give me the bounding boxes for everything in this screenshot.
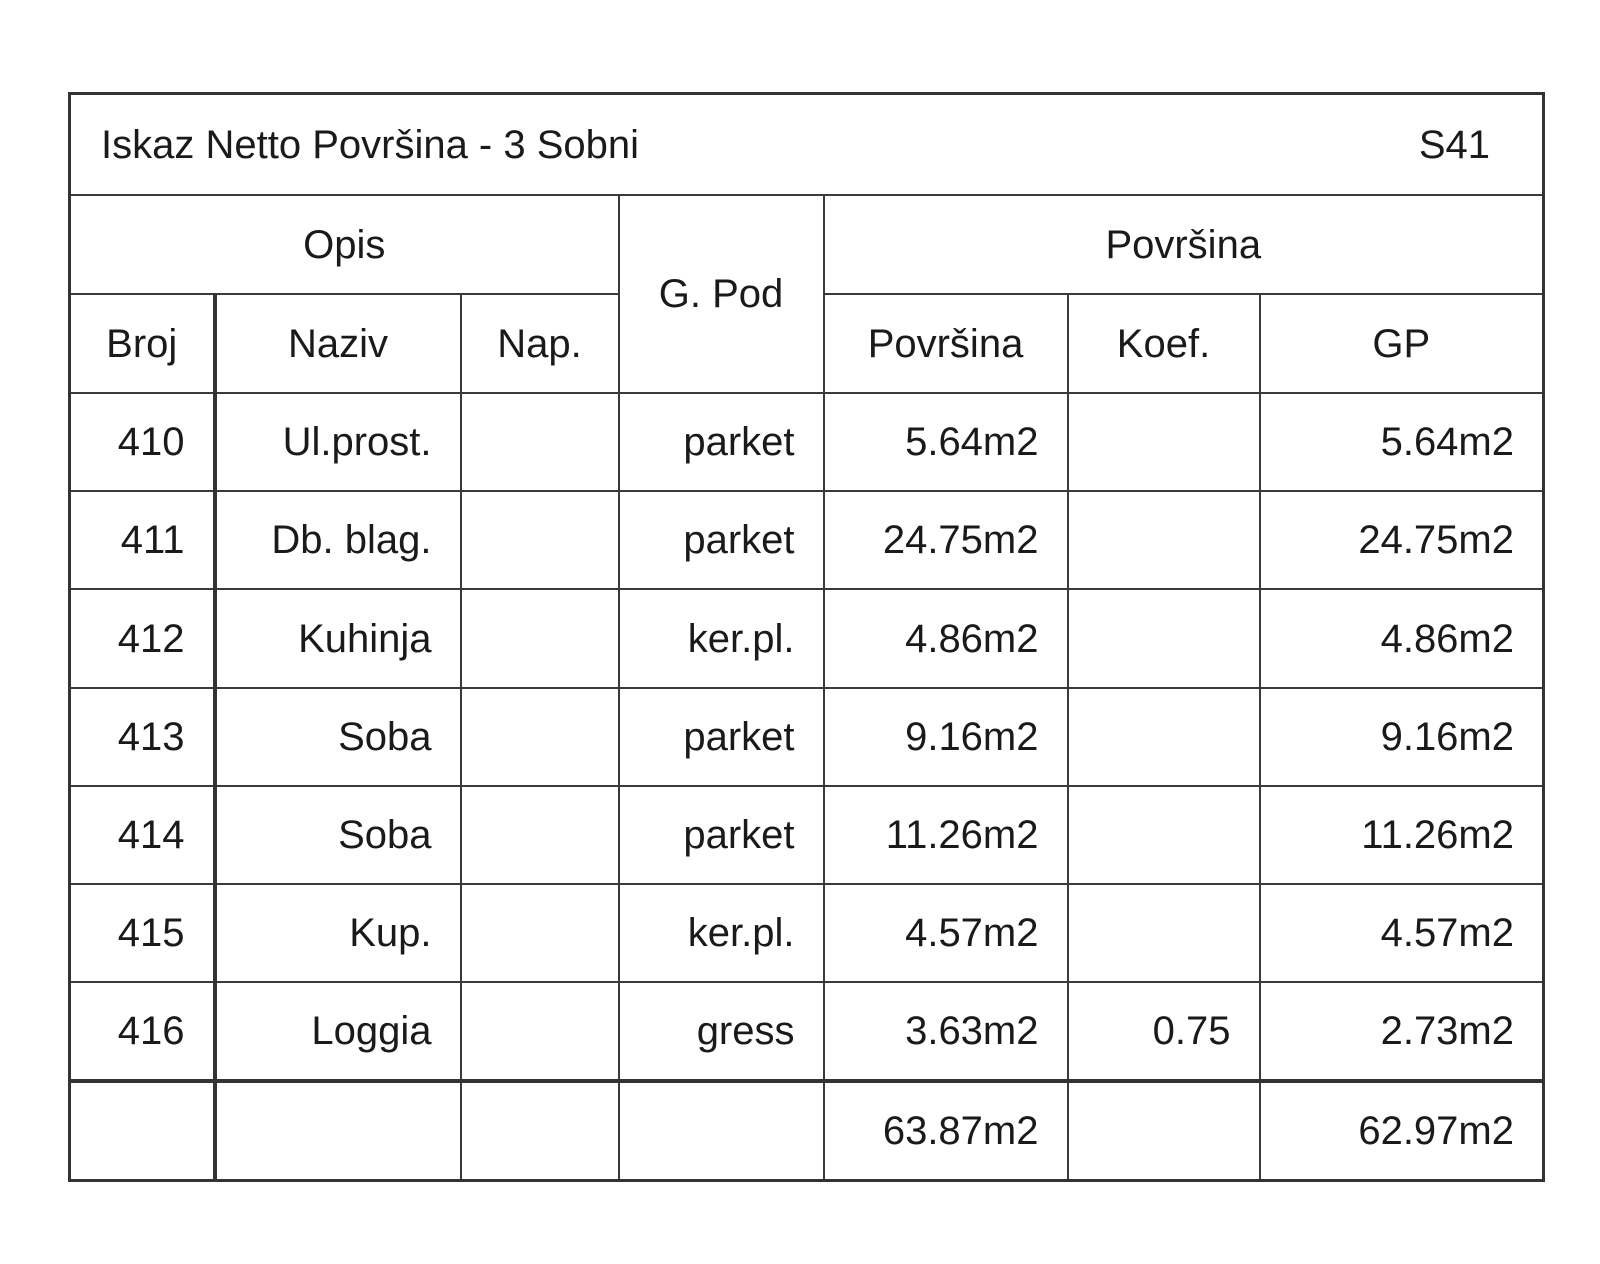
cell-naziv: Kup. xyxy=(215,884,461,982)
cell-povrsina: 3.63m2 xyxy=(824,982,1068,1081)
cell-povrsina: 5.64m2 xyxy=(824,393,1068,491)
cell-naziv: Soba xyxy=(215,688,461,786)
cell-naziv: Soba xyxy=(215,786,461,884)
header-g-pod: G. Pod xyxy=(619,195,824,393)
cell-pod: parket xyxy=(619,491,824,589)
header-povrsina: Površina xyxy=(824,294,1068,393)
cell-naziv: Ul.prost. xyxy=(215,393,461,491)
cell-povrsina: 9.16m2 xyxy=(824,688,1068,786)
cell-broj: 414 xyxy=(70,786,215,884)
header-povrsina-group: Površina xyxy=(824,195,1544,294)
cell-nap xyxy=(461,589,619,687)
title-row xyxy=(70,94,1544,196)
cell-pod: parket xyxy=(619,786,824,884)
cell-koef xyxy=(1068,589,1260,687)
total-gp: 62.97m2 xyxy=(1260,1081,1544,1181)
header-gp: GP xyxy=(1260,294,1544,393)
cell-gp: 2.73m2 xyxy=(1260,982,1544,1081)
cell-naziv: Loggia xyxy=(215,982,461,1081)
table-row xyxy=(70,688,1544,786)
cell-povrsina: 4.86m2 xyxy=(824,589,1068,687)
cell-pod: gress xyxy=(619,982,824,1081)
cell-koef xyxy=(1068,393,1260,491)
cell-gp: 9.16m2 xyxy=(1260,688,1544,786)
cell-povrsina: 11.26m2 xyxy=(824,786,1068,884)
cell-pod: parket xyxy=(619,393,824,491)
cell-pod: parket xyxy=(619,688,824,786)
cell-gp: 4.86m2 xyxy=(1260,589,1544,687)
cell-nap xyxy=(461,982,619,1081)
total-empty-cell xyxy=(70,1081,215,1181)
title-cell xyxy=(70,94,1544,196)
cell-koef xyxy=(1068,491,1260,589)
cell-koef xyxy=(1068,786,1260,884)
cell-nap xyxy=(461,393,619,491)
cell-nap xyxy=(461,688,619,786)
cell-koef: 0.75 xyxy=(1068,982,1260,1081)
table-row xyxy=(70,786,1544,884)
cell-gp: 11.26m2 xyxy=(1260,786,1544,884)
cell-broj: 412 xyxy=(70,589,215,687)
cell-broj: 410 xyxy=(70,393,215,491)
area-table-sheet xyxy=(68,92,1542,1182)
table-row xyxy=(70,491,1544,589)
cell-nap xyxy=(461,786,619,884)
table-title: Iskaz Netto Površina - 3 Sobni xyxy=(101,122,640,167)
table-row xyxy=(70,982,1544,1081)
cell-gp: 24.75m2 xyxy=(1260,491,1544,589)
cell-broj: 415 xyxy=(70,884,215,982)
cell-broj: 411 xyxy=(70,491,215,589)
group-header-row xyxy=(70,195,1544,294)
totals-row xyxy=(70,1081,1544,1181)
cell-naziv: Kuhinja xyxy=(215,589,461,687)
header-opis: Opis xyxy=(70,195,619,294)
cell-gp: 5.64m2 xyxy=(1260,393,1544,491)
header-naziv: Naziv xyxy=(215,294,461,393)
header-broj: Broj xyxy=(70,294,215,393)
cell-naziv: Db. blag. xyxy=(215,491,461,589)
cell-povrsina: 24.75m2 xyxy=(824,491,1068,589)
cell-povrsina: 4.57m2 xyxy=(824,884,1068,982)
total-povrsina: 63.87m2 xyxy=(824,1081,1068,1181)
table-row xyxy=(70,884,1544,982)
header-koef: Koef. xyxy=(1068,294,1260,393)
cell-nap xyxy=(461,491,619,589)
cell-koef xyxy=(1068,884,1260,982)
cell-broj: 416 xyxy=(70,982,215,1081)
cell-broj: 413 xyxy=(70,688,215,786)
header-nap: Nap. xyxy=(461,294,619,393)
total-empty-cell xyxy=(215,1081,461,1181)
cell-koef xyxy=(1068,688,1260,786)
sheet-code: S41 xyxy=(1418,122,1490,167)
cell-nap xyxy=(461,884,619,982)
cell-gp: 4.57m2 xyxy=(1260,884,1544,982)
cell-pod: ker.pl. xyxy=(619,589,824,687)
total-empty-cell xyxy=(619,1081,824,1181)
total-empty-cell xyxy=(1068,1081,1260,1181)
total-empty-cell xyxy=(461,1081,619,1181)
table-row xyxy=(70,589,1544,687)
cell-pod: ker.pl. xyxy=(619,884,824,982)
table-row xyxy=(70,393,1544,491)
net-area-table xyxy=(68,92,1545,1182)
